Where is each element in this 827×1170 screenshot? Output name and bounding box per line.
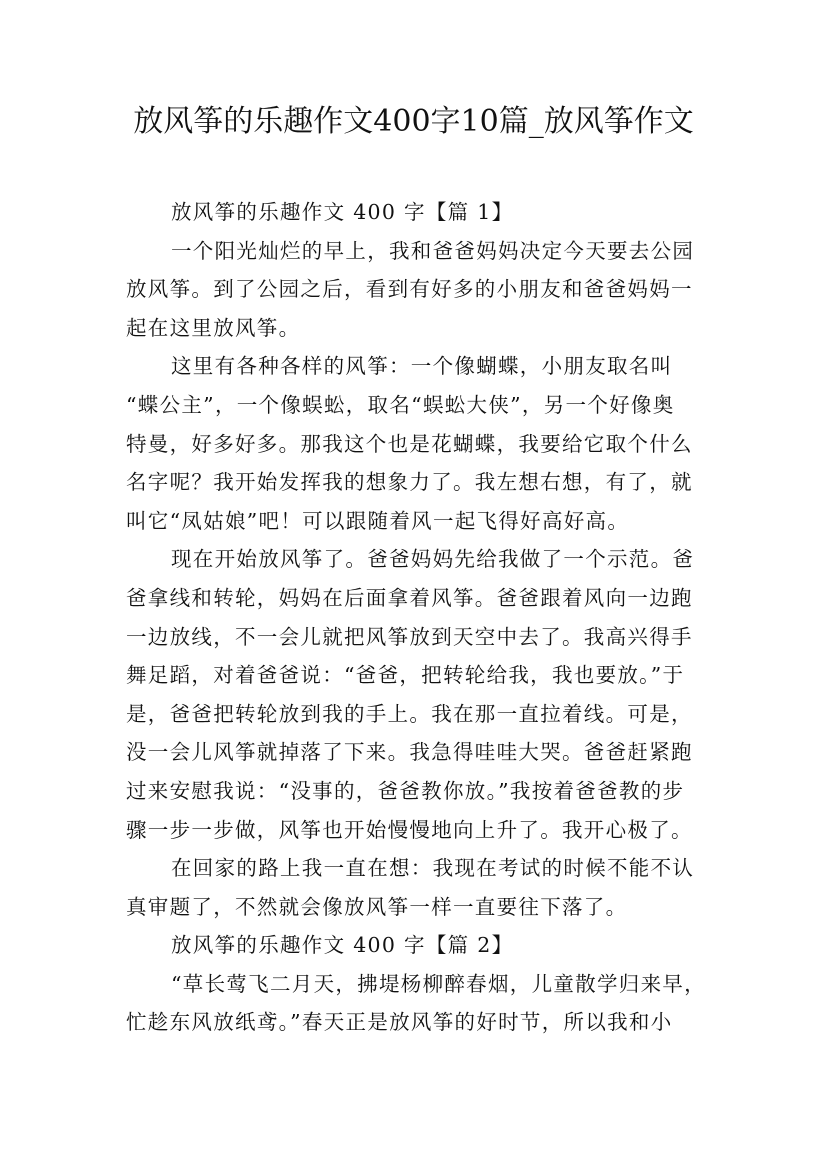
paragraph-line: 过来安慰我说：“没事的，爸爸教你放。”我按着爸爸教的步 bbox=[126, 778, 685, 803]
paragraph-line: 名字呢？我开始发挥我的想象力了。我左想右想，有了，就 bbox=[126, 470, 693, 495]
paragraph-line: 这里有各种各样的风筝：一个像蝴蝶，小朋友取名叫 bbox=[171, 354, 673, 379]
paragraph-line: 是，爸爸把转轮放到我的手上。我在那一直拉着线。可是， bbox=[126, 701, 693, 726]
section-heading-1: 放风筝的乐趣作文 400 字【篇 1】 bbox=[171, 200, 514, 224]
paragraph-line: 没一会儿风筝就掉落了下来。我急得哇哇大哭。爸爸赶紧跑 bbox=[126, 740, 693, 765]
paragraph-line: 一个阳光灿烂的早上，我和爸爸妈妈决定今天要去公园 bbox=[171, 238, 695, 263]
paragraph-line: 一边放线，不一会儿就把风筝放到天空中去了。我高兴得手 bbox=[126, 624, 693, 649]
paragraph-line: 起在这里放风筝。 bbox=[126, 315, 301, 340]
paragraph-line: “草长莺飞二月天，拂堤杨柳醉春烟，儿童散学归来早， bbox=[171, 971, 706, 996]
paragraph-line: 真审题了，不然就会像放风筝一样一直要往下落了。 bbox=[126, 894, 628, 919]
paragraph-line: 舞足蹈，对着爸爸说：“爸爸，把转轮给我，我也要放。”于 bbox=[126, 663, 685, 688]
document-body bbox=[126, 193, 710, 1042]
paragraph-line: 特曼，好多好多。那我这个也是花蝴蝶，我要给它取个什么 bbox=[126, 431, 693, 456]
paragraph-line: 骤一步一步做，风筝也开始慢慢地向上升了。我开心极了。 bbox=[126, 817, 693, 842]
section-heading-2: 放风筝的乐趣作文 400 字【篇 2】 bbox=[171, 933, 514, 958]
paragraph-line: 在回家的路上我一直在想：我现在考试的时候不能不认 bbox=[171, 856, 695, 881]
paragraph-line: 现在开始放风筝了。爸爸妈妈先给我做了一个示范。爸 bbox=[171, 547, 695, 572]
document-title: 放风筝的乐趣作文400字10篇_放风筝作文 bbox=[133, 104, 694, 139]
paragraph-line: “蝶公主”，一个像蜈蚣，取名“蜈蚣大侠”，另一个好像奥 bbox=[126, 392, 675, 417]
paragraph-line: 忙趁东风放纸鸢。”春天正是放风筝的好时节，所以我和小 bbox=[126, 1010, 673, 1035]
paragraph-line: 放风筝。到了公园之后，看到有好多的小朋友和爸爸妈妈一 bbox=[126, 277, 693, 302]
paragraph-line: 叫它“凤姑娘”吧！可以跟随着风一起飞得好高好高。 bbox=[126, 508, 630, 533]
paragraph-line: 爸拿线和转轮，妈妈在后面拿着风筝。爸爸跟着风向一边跑 bbox=[126, 585, 693, 610]
